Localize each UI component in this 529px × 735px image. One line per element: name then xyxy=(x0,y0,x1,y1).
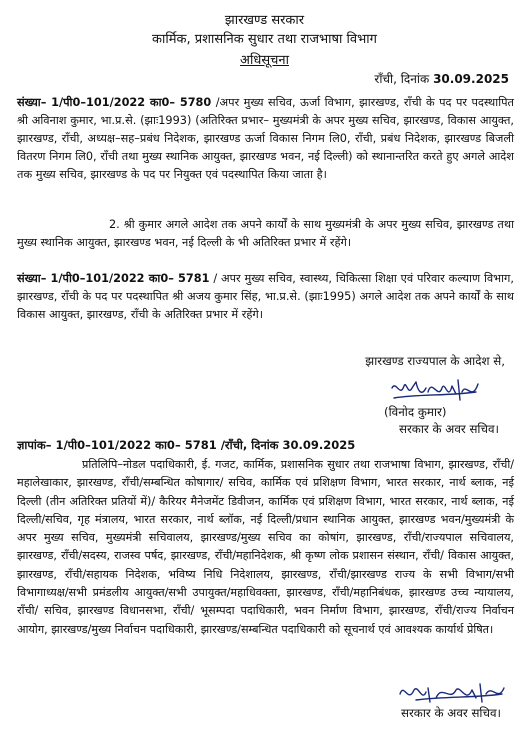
signer-designation: सरकार के अवर सचिव। xyxy=(399,422,499,436)
dateline-date: 30.09.2025 xyxy=(433,72,509,86)
memo-reference xyxy=(17,438,355,453)
department-heading: कार्मिक, प्रशासनिक सुधार तथा राजभाषा विभाग xyxy=(152,32,377,47)
dateline xyxy=(374,70,509,87)
paragraph-3-text: / अपर मुख्य सचिव, स्वास्थ्य, चिकित्सा शिक्षा एवं परिवार कल्याण विभाग, झारखण्ड, राँची के पद पर पदस्थापित श्री अजय कुमार सिंह, भा.प्र.से. (झाः1995) अगले आदेश तक अपने कार्यों के साथ विकास आयुक्त, झारखण्ड, राँची के अतिरिक्त प्रभार में रहेंगे। xyxy=(17,272,515,321)
notice-title-text: अधिसूचना xyxy=(240,53,289,68)
memo-distribution-text: प्रतिलिपि–नोडल पदाधिकारी, ई. गजट, कार्मिक, प्रशासनिक सुधार तथा राजभाषा विभाग, झारखण्ड, राँची/महालेखाकार, झारखण्ड, राँची/सम्बन्धित कोषागार/ सचिव, कार्मिक एवं प्रशिक्षण विभाग, भारत सरकार, नार्थ ब्लाक, नई दिल्ली (तीन अतिरिक्त प्रतियों में)/ कैरियर मैनेजमेंट डिवीजन, कार्मिक एवं प्रशिक्षण विभाग, भारत सरकार, नार्थ ब्लाक, नई दिल्ली/सचिव, गृह मंत्रालय, भारत सरकार, नार्थ ब्लॉक, नई दिल्ली/प्रधान स्थानिक आयुक्त, झारखण्ड भवन/मुख्यमंत्री के अपर मुख्य सचिव, मुख्यमंत्री सचिवालय, झारखण्ड/मुख्य सचिव का कोषांग, झारखण्ड, राँची/राज्यपाल सचिवालय, झारखण्ड, राँची/सदस्य, राजस्व पर्षद, झारखण्ड, राँची/महानिदेशक, श्री कृष्ण लोक प्रशासन संस्थान, राँची/ विकास आयुक्त, झारखण्ड, राँची/सहायक निदेशक, भविष्य निधि निदेशालय, झारखण्ड, राँची/झारखण्ड राज्य के सभी विभाग/सभी विभागाध्यक्ष/सभी प्रमंडलीय आयुक्त/सभी उपायुक्त/महाधिवक्ता, झारखण्ड, राँची/महानिबंधक, झारखण्ड उच्च न्यायालय, राँची/ सचिव, झारखण्ड विधानसभा, राँची/ भूसम्पदा पदाधिकारी, भवन निर्माण विभाग, झारखण्ड, राँची/राज्य निर्वाचन आयोग, झारखण्ड/मुख्य निर्वाचन पदाधिकारी, झारखण्ड/सम्बन्धित पदाधिकारी को सूचनार्थ एवं आवश्यक कार्यार्थ प्रेषित। xyxy=(17,458,514,636)
paragraph-3 xyxy=(17,270,514,324)
paragraph-1-text: /अपर मुख्य सचिव, ऊर्जा विभाग, झारखण्ड, राँची के पद पर पदस्थापित श्री अविनाश कुमार, भा.प्र.से. (झाः1993) (अतिरिक्त प्रभार– मुख्यमंत्री के अपर मुख्य सचिव, झारखण्ड, विकास आयुक्त, झारखण्ड, राँची, अध्यक्ष–सह–प्रबंध निदेशक, झारखण्ड ऊर्जा विकास निगम लि0, राँची, प्रबंध निदेशक, झारखण्ड बिजली वितरण निगम लि0, राँची तथा मुख्य स्थानिक आयुक्त, झारखण्ड भवन, नई दिल्ली) को स्थानान्तरित करते हुए अगले आदेश तक मुख्य सचिव, झारखण्ड के पद पर नियुक्त एवं पदस्थापित किया जाता है। xyxy=(17,96,514,181)
memo-reference-text: ज्ञापांक– 1/पी0–101/2022 का0– 5781 /राँची, दिनांक 30.09.2025 xyxy=(17,438,356,452)
handwritten-signature xyxy=(388,374,482,408)
paragraph-2: 2. श्री कुमार अगले आदेश तक अपने कार्यों के साथ मुख्यमंत्री के अपर मुख्य सचिव, झारखण्ड तथा मुख्य स्थानिक आयुक्त, झारखण्ड भवन, नई दिल्ली के भी अतिरिक्त प्रभार में रहेंगे। xyxy=(17,218,514,249)
notice-title xyxy=(0,50,529,68)
paragraph-1 xyxy=(17,94,514,184)
memo-designation: सरकार के अवर सचिव। xyxy=(401,706,501,720)
handwritten-initials xyxy=(396,678,508,706)
order-line: झारखण्ड राज्यपाल के आदेश से, xyxy=(365,354,505,368)
paragraph-1-ref: संख्या– 1/पी0–101/2022 का0– 5780 xyxy=(17,96,212,109)
paragraph-3-ref: संख्या– 1/पी0–101/2022 का0– 5781 xyxy=(17,272,210,285)
government-heading: झारखण्ड सरकार xyxy=(224,13,305,28)
dateline-place: राँची, दिनांक xyxy=(374,72,430,86)
signer-name: (विनोद कुमार) xyxy=(384,405,447,419)
